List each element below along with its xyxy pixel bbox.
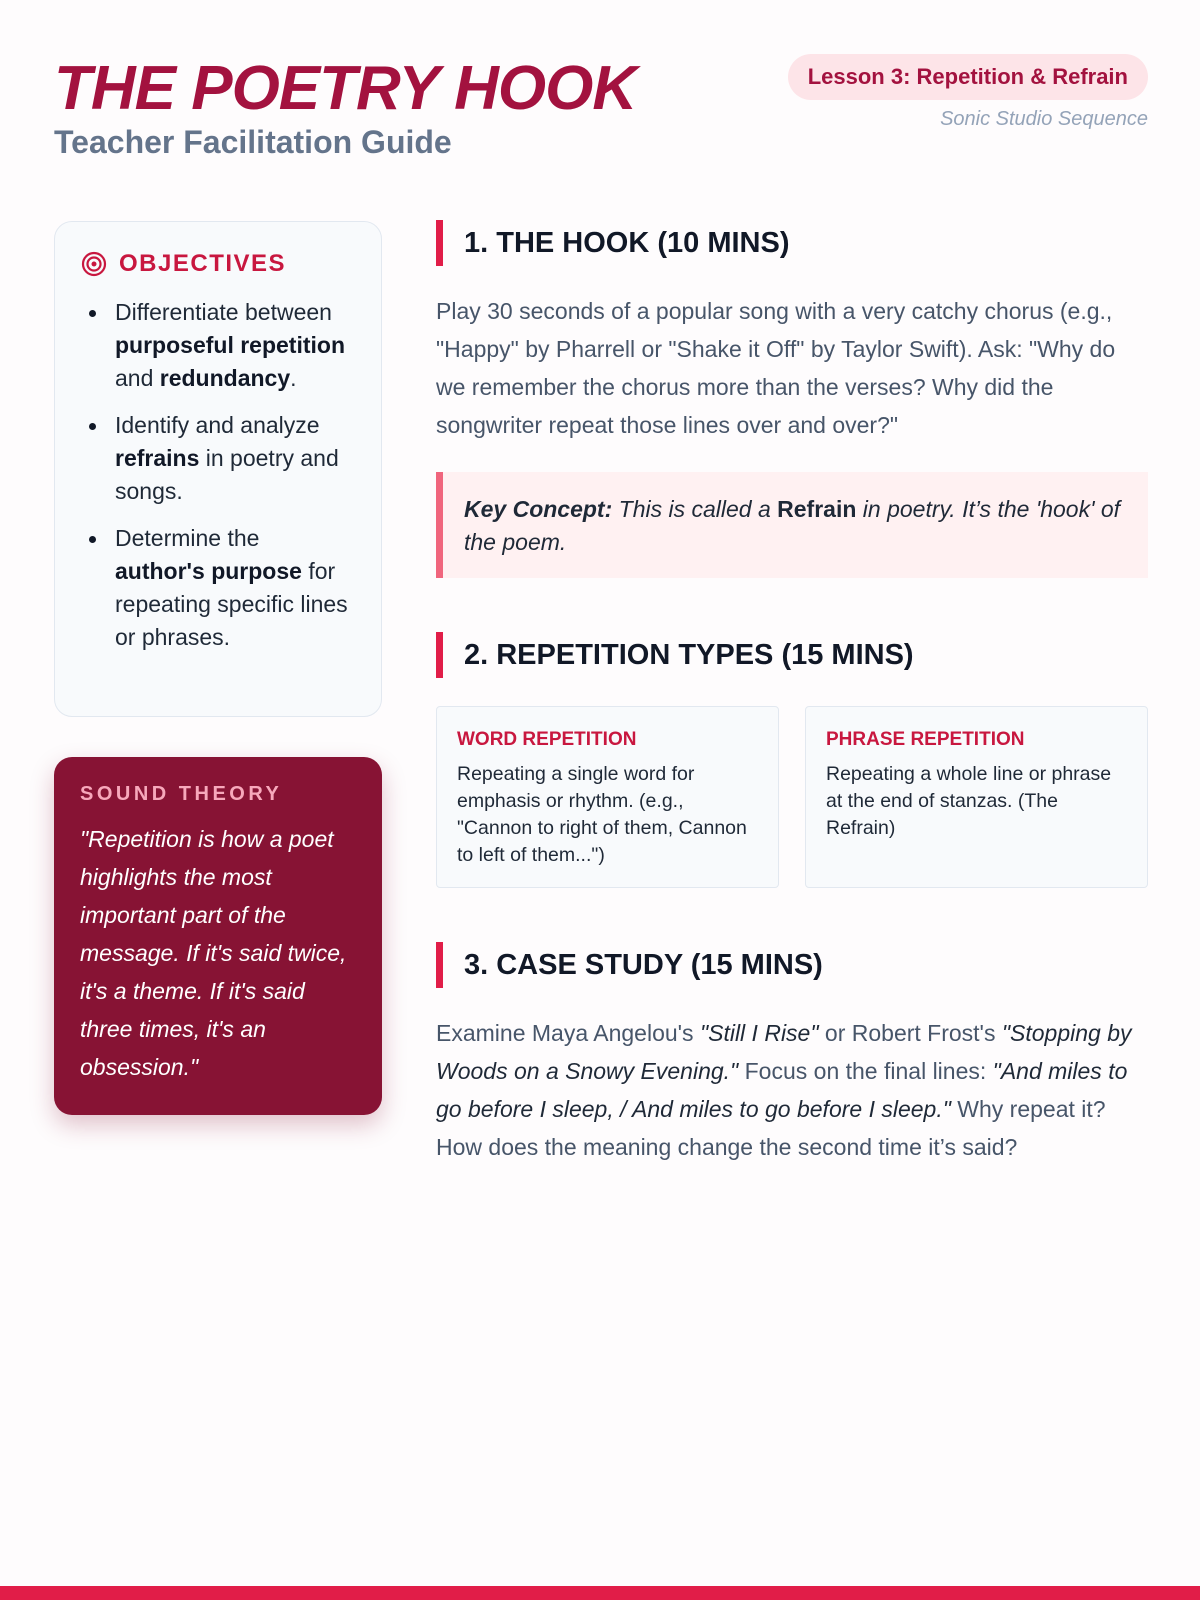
objective-item <box>115 296 355 395</box>
key-concept-label: Key Concept: <box>464 496 613 522</box>
poem-title: "Stopping by Woods on a Snowy Evening." <box>436 1020 1132 1084</box>
objective-item <box>115 409 355 508</box>
card-title: WORD REPETITION <box>457 729 637 750</box>
key-concept-text: This is called a <box>612 496 778 522</box>
footer-accent-bar <box>0 1586 1200 1600</box>
case-text: Examine Maya Angelou's <box>436 1020 700 1046</box>
objective-term: purposeful repetition <box>115 332 345 358</box>
target-icon <box>81 251 107 277</box>
page-subtitle: Teacher Facilitation Guide <box>54 124 452 160</box>
sound-theory-quote: "Repetition is how a poet highlights the most important part of the message. If it's said twice, it's a theme. If it's said three times, it's an obsession." <box>80 826 347 1080</box>
objective-text: Determine the <box>115 525 260 551</box>
objectives-list <box>81 296 355 654</box>
sequence-label: Sonic Studio Sequence <box>940 108 1148 130</box>
objectives-card <box>54 221 382 717</box>
section-heading-types: 2. REPETITION TYPES (15 MINS) <box>436 632 1148 678</box>
objective-text: . <box>290 365 297 391</box>
key-concept-box <box>436 472 1148 578</box>
objective-text: Differentiate between <box>115 299 332 325</box>
lesson-badge: Lesson 3: Repetition & Refrain <box>788 54 1148 100</box>
objective-text: Identify and analyze <box>115 412 320 438</box>
sound-theory-title: SOUND THEORY <box>80 783 283 805</box>
section-heading-case-study: 3. CASE STUDY (15 MINS) <box>436 942 1148 988</box>
objective-term: refrains <box>115 445 200 471</box>
objective-term: redundancy <box>159 365 291 391</box>
card-description: Repeating a single word for emphasis or rhythm. (e.g., "Cannon to right of them, Cannon to left of them...") <box>457 763 747 866</box>
objective-text: and <box>115 365 160 391</box>
objective-item <box>115 522 355 654</box>
hook-body: Play 30 seconds of a popular song with a very catchy chorus (e.g., "Happy" by Pharrell or "Shake it Off" by Taylor Swift). Ask: "Why do we remember the chorus more than the verses? Why did the songwriter repeat those lines over and over?" <box>436 298 1116 438</box>
key-concept-term: Refrain <box>777 496 857 522</box>
objective-text: in poetry and songs. <box>115 445 339 504</box>
card-description: Repeating a whole line or phrase at the end of stanzas. (The Refrain) <box>826 763 1112 839</box>
poem-quote: "And miles to go before I sleep, / And miles to go before I sleep." <box>436 1058 1128 1122</box>
case-text: Why repeat it? How does the meaning change the second time it’s said? <box>436 1096 1106 1160</box>
objective-text: for repeating specific lines or phrases. <box>115 558 348 650</box>
card-title: PHRASE REPETITION <box>826 729 1025 750</box>
sound-theory-card <box>54 757 382 1115</box>
objective-term: author's purpose <box>115 558 302 584</box>
key-concept-text: in poetry. It’s the 'hook' of the poem. <box>464 496 1121 555</box>
word-repetition-card <box>436 706 779 888</box>
page-title: THE POETRY HOOK <box>54 54 637 123</box>
phrase-repetition-card <box>805 706 1148 888</box>
section-heading-hook: 1. THE HOOK (10 MINS) <box>436 220 1148 266</box>
case-text: or Robert Frost's <box>818 1020 1002 1046</box>
case-text: Focus on the final lines: <box>738 1058 993 1084</box>
case-study-body <box>436 1014 1148 1166</box>
objectives-title: OBJECTIVES <box>119 250 287 277</box>
poem-title: "Still I Rise" <box>699 1020 819 1046</box>
objectives-header <box>81 250 355 278</box>
